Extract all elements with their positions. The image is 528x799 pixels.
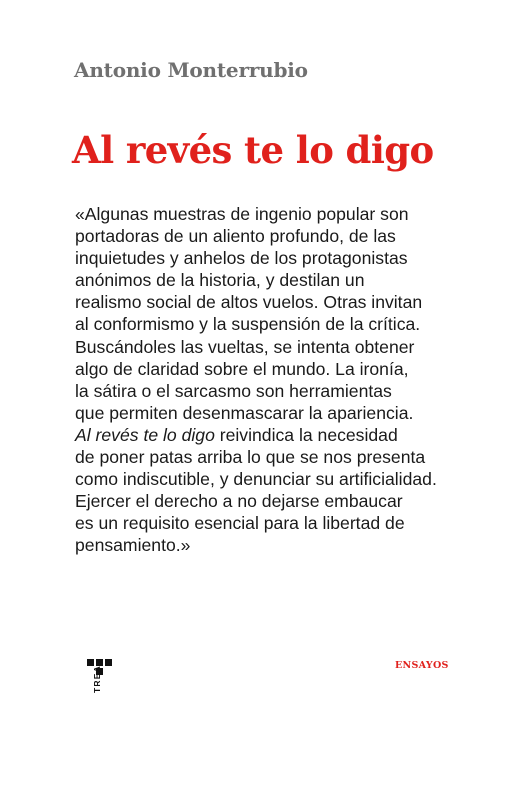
blurb-line: como indiscutible, y denunciar su artificialidad. <box>75 469 437 490</box>
blurb-line: la sátira o el sarcasmo son herramientas <box>75 380 392 401</box>
blurb-line: Ejercer el derecho a no dejarse embaucar <box>75 491 403 512</box>
blurb-line: «Algunas muestras de ingenio popular son <box>75 204 409 224</box>
publisher-logo-text: TREA <box>92 665 102 693</box>
blurb-line: al conformismo y la suspensión de la crítica. <box>75 314 421 335</box>
logo-square <box>105 659 112 666</box>
blurb-line: Buscándoles las vueltas, se intenta obtener <box>75 336 415 357</box>
blurb-line: portadoras de un aliento profundo, de las <box>75 226 396 247</box>
blurb-line: anónimos de la historia, y destilan un <box>75 270 365 291</box>
blurb-line: inquietudes y anhelos de los protagonistas <box>75 248 408 269</box>
blurb-line: que permiten desenmascarar la apariencia. <box>75 402 414 423</box>
blurb-text <box>75 203 495 557</box>
blurb-line: realismo social de altos vuelos. Otras invitan <box>75 292 423 313</box>
series-label: ENSAYOS <box>395 660 449 671</box>
blurb-line-with-title <box>75 424 495 446</box>
blurb-italic-title: Al revés te lo digo <box>75 424 215 445</box>
blurb-line-rest: reivindica la necesidad <box>214 424 398 445</box>
book-title: Al revés te lo digo <box>72 128 434 172</box>
blurb-line: es un requisito esencial para la libertad de <box>75 513 405 534</box>
blurb-line: algo de claridad sobre el mundo. La ironía, <box>75 358 409 379</box>
author-name: Antonio Monterrubio <box>74 58 308 82</box>
publisher-logo <box>87 659 115 699</box>
blurb-line: pensamiento.» <box>75 535 191 556</box>
blurb-line: de poner patas arriba lo que se nos presenta <box>75 447 426 468</box>
